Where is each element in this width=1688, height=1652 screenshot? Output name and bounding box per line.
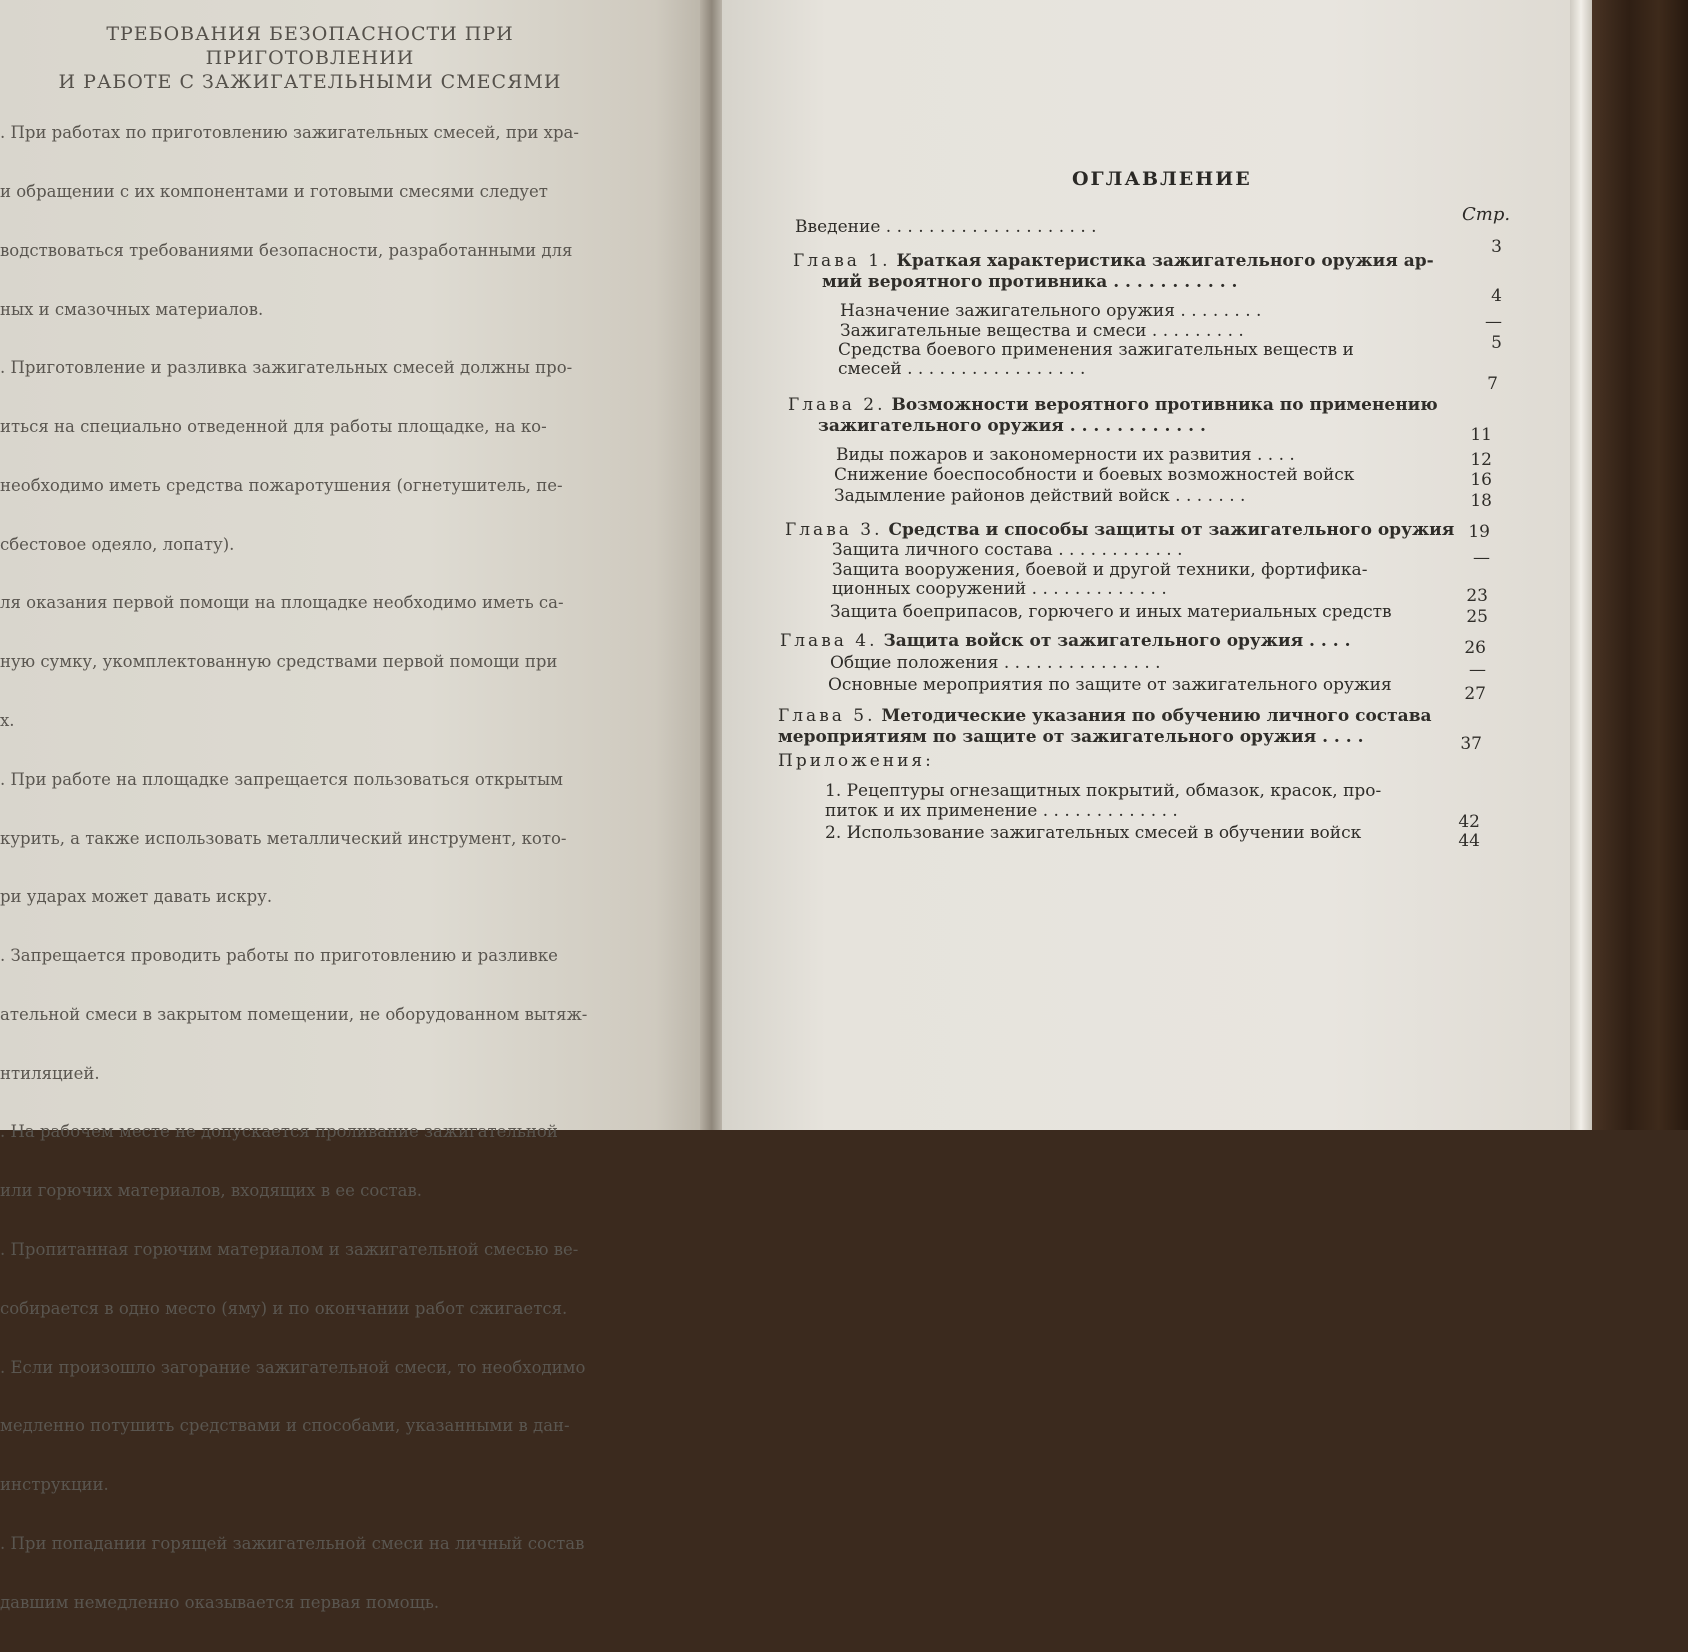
toc-chapter-5 [778, 707, 1432, 726]
text-line: собирается в одно место (яму) и по окончании работ сжигается. [0, 1298, 568, 1318]
toc-section: Средства боевого применения зажигательных веществ и [838, 340, 1354, 360]
toc-page: 12 [1470, 450, 1492, 470]
text-line: медленно потушить средствами и способами, указанными в дан- [0, 1416, 570, 1436]
text-line: ательной смеси в закрытом помещении, не оборудованном вытяж- [0, 1004, 588, 1024]
text-line: . На рабочем месте не допускается проливание зажигательной [0, 1122, 558, 1142]
text-line: сбестовое одеяло, лопату). [0, 534, 235, 554]
toc-entry-intro: Введение . . . . . . . . . . . . . . . . . . . . [795, 217, 1097, 237]
toc-appendix-1-cont: питок и их применение . . . . . . . . . . . . . [825, 801, 1178, 821]
toc-page: 11 [1470, 425, 1492, 445]
toc-chapter-5-cont: мероприятиям по защите от зажигательного оружия . . . . [778, 727, 1364, 747]
text-line: ных и смазочных материалов. [0, 299, 264, 319]
toc-chapter-1 [793, 252, 1434, 271]
text-line: ля оказания первой помощи на площадке необходимо иметь са- [0, 593, 564, 613]
toc-section: Общие положения . . . . . . . . . . . . . . . [830, 653, 1161, 673]
text-line: инструкции. [0, 1475, 109, 1495]
toc-section: Защита боеприпасов, горючего и иных материальных средств [830, 602, 1392, 622]
text-line: водствоваться требованиями безопасности, разработанными для [0, 240, 573, 260]
text-line: курить, а также использовать металлический инструмент, кото- [0, 828, 567, 848]
text-line: необходимо иметь средства пожаротушения (огнетушитель, пе- [0, 475, 563, 495]
text-line: или горючих материалов, входящих в ее состав. [0, 1181, 423, 1201]
toc-page: 37 [1460, 734, 1482, 754]
text-line: ри ударах может давать искру. [0, 887, 273, 907]
chapter-prefix: Глава 2. [788, 395, 886, 415]
text-line: . Запрещается проводить работы по приготовлению и разливке [0, 946, 558, 966]
chapter-title: Методические указания по обучению личного состава [875, 706, 1432, 726]
chapter-title: Возможности вероятного противника по применению [885, 395, 1438, 415]
toc-title: ОГЛАВЛЕНИЕ [1072, 168, 1252, 190]
toc-page: 27 [1464, 684, 1486, 704]
toc-section: Защита личного состава . . . . . . . . . . . . [832, 540, 1183, 560]
chapter-title: Краткая характеристика зажигательного оружия ар- [890, 251, 1434, 271]
toc-page: — [1473, 548, 1490, 568]
toc-section: Снижение боеспособности и боевых возможностей войск [834, 465, 1355, 485]
toc-page: 4 [1491, 286, 1502, 306]
toc-page: 5 [1491, 333, 1502, 353]
toc-page: 23 [1466, 586, 1488, 606]
text-line: х. [0, 711, 15, 730]
toc-appendices: Приложения: [778, 751, 934, 771]
text-line: . При попадании горящей зажигательной смеси на личный состав [0, 1533, 585, 1553]
toc-page: 16 [1470, 470, 1492, 490]
safety-text [0, 84, 650, 1652]
text-line: . Если произошло загорание зажигательной смеси, то необходимо [0, 1357, 586, 1377]
toc-section-cont: смесей . . . . . . . . . . . . . . . . . [838, 359, 1086, 379]
text-line: ную сумку, укомплектованную средствами первой помощи при [0, 652, 558, 672]
toc-chapter-4 [780, 632, 1351, 651]
title-line-2: И РАБОТЕ С ЗАЖИГАТЕЛЬНЫМИ СМЕСЯМИ [58, 71, 562, 93]
chapter-title: Средства и способы защиты от зажигательного оружия [882, 520, 1455, 540]
text-line: давшим немедленно оказывается первая помощь. [0, 1592, 440, 1612]
toc-page: 19 [1468, 522, 1490, 542]
title-line-1: ТРЕБОВАНИЯ БЕЗОПАСНОСТИ ПРИ ПРИГОТОВЛЕНИИ [106, 23, 514, 69]
toc-page: 18 [1470, 491, 1492, 511]
left-page [0, 0, 712, 1612]
chapter-prefix: Глава 1. [793, 251, 891, 271]
toc-page: 44 [1458, 831, 1480, 851]
chapter-prefix: Глава 5. [778, 706, 876, 726]
toc-page: 26 [1464, 638, 1486, 658]
chapter-prefix: Глава 4. [780, 631, 878, 651]
toc-section-cont: ционных сооружений . . . . . . . . . . . . . [832, 579, 1167, 599]
toc-appendix-2: 2. Использование зажигательных смесей в обучении войск [825, 823, 1362, 843]
toc-section: Задымление районов действий войск . . . . . . . [834, 486, 1246, 506]
toc-chapter-2-cont: зажигательного оружия . . . . . . . . . . . . [818, 416, 1206, 436]
toc-chapter-2 [788, 396, 1438, 415]
toc-page: 25 [1466, 607, 1488, 627]
text-line: иться на специально отведенной для работы площадке, на ко- [0, 417, 547, 437]
toc-page: 42 [1458, 812, 1480, 832]
toc-section: Виды пожаров и закономерности их развития . . . . [836, 445, 1295, 465]
toc-chapter-3 [785, 521, 1454, 540]
toc-appendix-1: 1. Рецептуры огнезащитных покрытий, обмазок, красок, про- [825, 781, 1382, 801]
page-edges [1570, 0, 1592, 1130]
text-line: . Пропитанная горючим материалом и зажигательной смесью ве- [0, 1240, 579, 1260]
toc-section: Назначение зажигательного оружия . . . . . . . . [840, 301, 1262, 321]
toc-section: Защита вооружения, боевой и другой техники, фортифика- [832, 560, 1368, 580]
text-line: нтиляцией. [0, 1063, 100, 1083]
text-line: и обращении с их компонентами и готовыми смесями следует [0, 181, 548, 201]
text-line: . При работах по приготовлению зажигательных смесей, при хра- [0, 123, 579, 143]
toc-chapter-1-cont: мий вероятного противника . . . . . . . . . . . [822, 272, 1238, 292]
toc-page: — [1469, 660, 1486, 680]
toc-page: — [1485, 312, 1502, 332]
toc-section: Основные мероприятия по защите от зажигательного оружия [828, 675, 1392, 695]
wooden-table [1590, 0, 1688, 1130]
page-column-label: Стр. [1462, 204, 1511, 225]
chapter-title: Защита войск от зажигательного оружия . . . . [877, 631, 1351, 651]
chapter-prefix: Глава 3. [785, 520, 883, 540]
toc-page: 3 [1491, 237, 1502, 257]
toc-section: Зажигательные вещества и смеси . . . . . . . . . [840, 321, 1244, 341]
toc-page: 7 [1487, 374, 1498, 394]
text-line: . Приготовление и разливка зажигательных смесей должны про- [0, 358, 573, 378]
text-line: . При работе на площадке запрещается пользоваться открытым [0, 769, 563, 789]
